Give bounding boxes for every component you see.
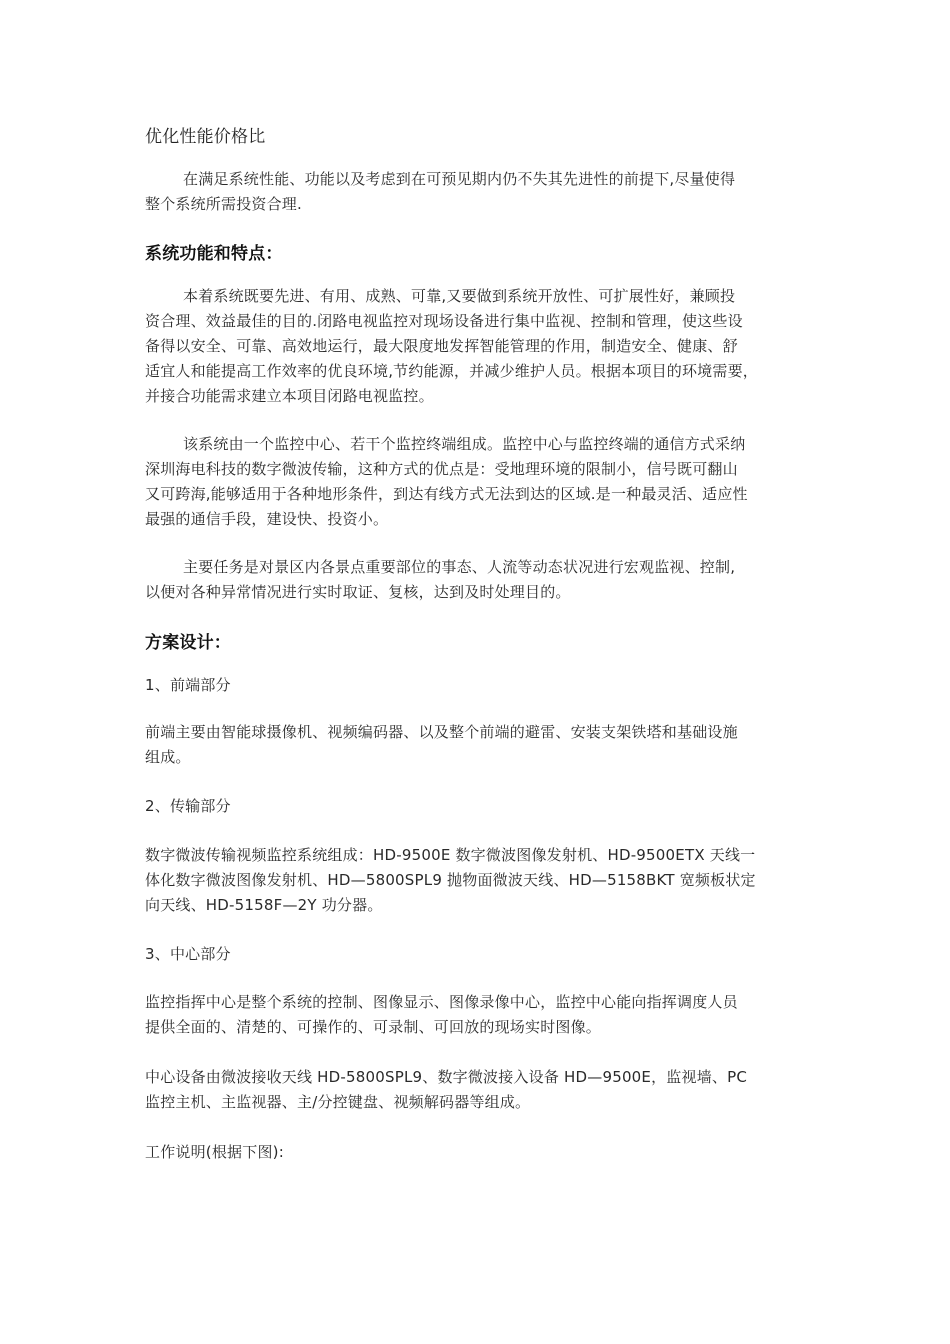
paragraph-front: [145, 720, 811, 770]
paragraph-features-3: [145, 555, 811, 605]
text-line: 组成。: [145, 748, 191, 766]
text-line: 前端主要由智能球摄像机、视频编码器、以及整个前端的避雷、安装支架铁塔和基础设施: [145, 723, 738, 741]
text-line: 又可跨海,能够适用于各种地形条件，到达有线方式无法到达的区域.是一种最灵活、适应性: [145, 485, 748, 503]
text-line: 并接合功能需求建立本项目闭路电视监控。: [145, 387, 434, 405]
paragraph-center-2: [145, 1065, 811, 1115]
text-line: 适宜人和能提高工作效率的优良环境,节约能源，并减少维护人员。根据本项目的环境需要，: [145, 362, 758, 380]
text-line: 主要任务是对景区内各景点重要部位的事态、人流等动态状况进行宏观监视、控制,: [183, 558, 736, 576]
text-line: 资合理、效益最佳的目的.闭路电视监控对现场设备进行集中监视、控制和管理，使这些设: [145, 312, 743, 330]
paragraph-transmission: [145, 843, 811, 918]
paragraph-features-1: [145, 284, 811, 409]
paragraph-optimize: [145, 167, 811, 217]
work-note: 工作说明(根据下图):: [145, 1143, 284, 1161]
text-line: 整个系统所需投资合理.: [145, 195, 302, 213]
subsection-front-title: 1、前端部分: [145, 676, 231, 694]
text-line: 提供全面的、清楚的、可操作的、可录制、可回放的现场实时图像。: [145, 1018, 602, 1036]
heading-features: 系统功能和特点：: [145, 244, 283, 264]
text-line: 备得以安全、可靠、高效地运行，最大限度地发挥智能管理的作用，制造安全、健康、舒: [145, 337, 738, 355]
text-line: 监控主机、主监视器、主/分控键盘、视频解码器等组成。: [145, 1093, 531, 1111]
text-line: 在满足系统性能、功能以及考虑到在可预见期内仍不失其先进性的前提下,尽量使得: [183, 170, 736, 188]
text-line: 最强的通信手段，建设快、投资小。: [145, 510, 389, 528]
text-line: 以便对各种异常情况进行实时取证、复核，达到及时处理目的。: [145, 583, 571, 601]
heading-design: 方案设计：: [145, 633, 231, 653]
text-line: 向天线、HD-5158F—2Y 功分器。: [145, 896, 383, 914]
text-line: 深圳海电科技的数字微波传输，这种方式的优点是：受地理环境的限制小，信号既可翻山: [145, 460, 738, 478]
paragraph-center-1: [145, 990, 811, 1040]
section-title-optimize: 优化性能价格比: [145, 127, 266, 147]
text-line: 数字微波传输视频监控系统组成：HD-9500E 数字微波图像发射机、HD-9500ETX 天线一: [145, 846, 756, 864]
subsection-center-title: 3、中心部分: [145, 945, 231, 963]
paragraph-features-2: [145, 432, 811, 532]
text-line: 本着系统既要先进、有用、成熟、可靠,又要做到系统开放性、可扩展性好，兼顾投: [183, 287, 736, 305]
text-line: 体化数字微波图像发射机、HD—5800SPL9 抛物面微波天线、HD—5158BKT 宽频板状定: [145, 871, 756, 889]
text-line: 监控指挥中心是整个系统的控制、图像显示、图像录像中心，监控中心能向指挥调度人员: [145, 993, 738, 1011]
subsection-transmission-title: 2、传输部分: [145, 797, 231, 815]
text-line: 中心设备由微波接收天线 HD-5800SPL9、数字微波接入设备 HD—9500E，监视墙、PC: [145, 1068, 748, 1086]
text-line: 该系统由一个监控中心、若干个监控终端组成。监控中心与监控终端的通信方式采纳: [183, 435, 746, 453]
